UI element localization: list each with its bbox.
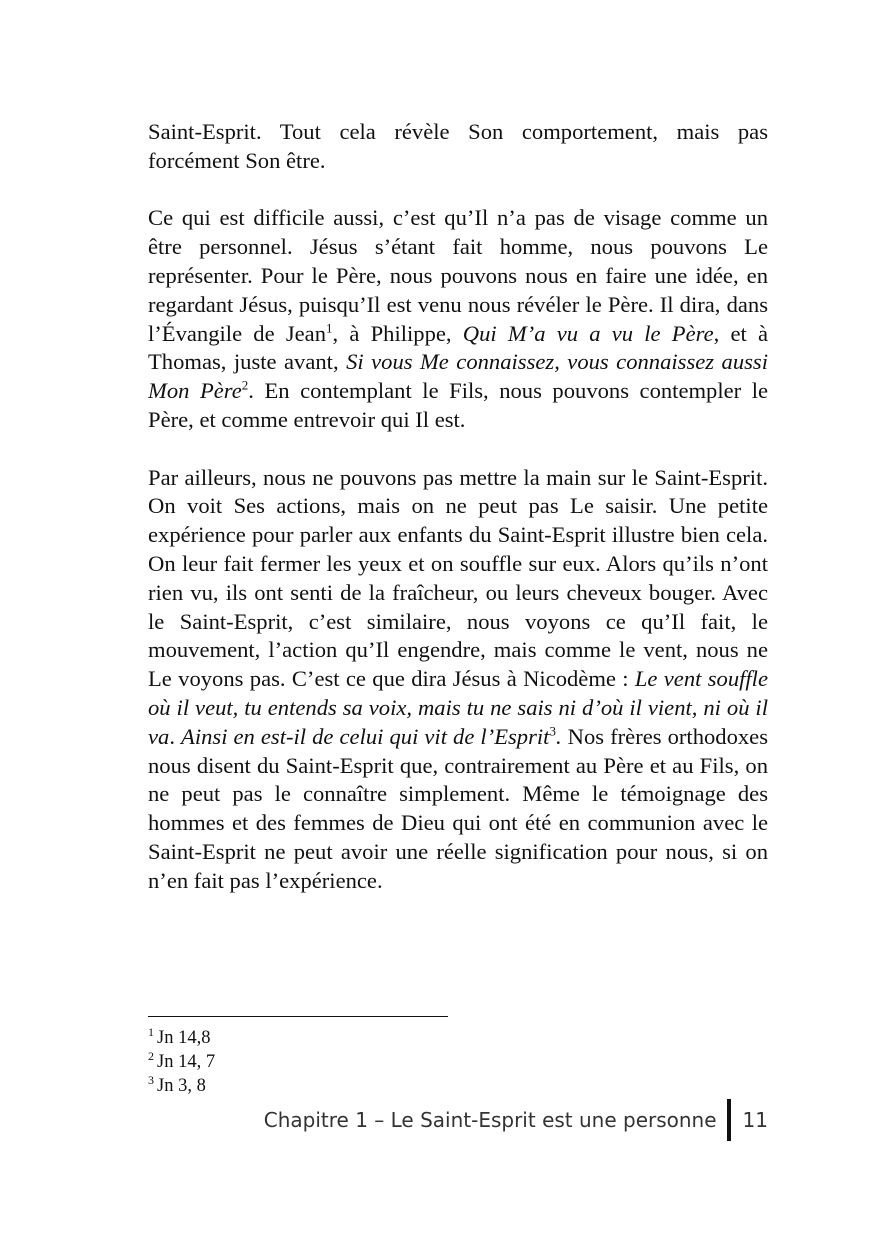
text-run: . <box>169 723 182 749</box>
footnote-2 <box>148 1050 448 1074</box>
footnotes <box>148 1026 448 1099</box>
body-text <box>148 118 768 924</box>
footnote-text: Jn 14,8 <box>157 1028 211 1048</box>
footnote-number: 1 <box>148 1024 154 1039</box>
page-number: 11 <box>742 1108 768 1132</box>
footnote-text: Jn 3, 8 <box>157 1076 206 1097</box>
footnote-3 <box>148 1074 448 1098</box>
footnote-text: Jn 14, 7 <box>157 1052 216 1073</box>
chapter-title: Chapitre 1 – Le Saint-Esprit est une personne <box>263 1108 717 1132</box>
footnote-reference: 2 <box>241 377 249 393</box>
text-run: Par ailleurs, nous ne pouvons pas mettre la main sur le Saint-Esprit. On voit Ses actions, mais on ne peut pas Le saisir. Une petite expérience pour parler aux enfants du Saint-Esprit illustre bien cela. On leur fait fermer les yeux et on souffle sur eux. Alors qu’ils n’ont rien vu, ils ont senti de la fraîcheur, ou leurs cheveux bouger. Avec le Saint-Esprit, c’est similaire, nous voyons ce qu’Il fait, le mouvement, l’action qu’Il engendre, mais comme le vent, nous ne Le voyons pas. C’est ce que dira Jésus à Nicodème : <box>148 464 768 692</box>
italic-quote: Le vent souffle où il veut, tu entends sa voix, mais tu ne sais ni d’où il vient, ni où il va <box>148 666 768 749</box>
paragraph <box>148 464 768 896</box>
text-run: . En contemplant le Fils, nous pouvons contempler le Père, et comme entrevoir qui Il est. <box>148 378 769 432</box>
italic-quote: Ainsi en est-il de celui qui vit de l’Esprit <box>181 723 550 749</box>
footnote-reference: 1 <box>326 320 333 336</box>
footnote-1 <box>148 1026 448 1050</box>
footnote-reference: 3 <box>549 723 556 739</box>
footnote-number: 3 <box>148 1073 154 1088</box>
italic-quote: Qui M’a vu a vu le Père <box>462 320 714 346</box>
paragraph <box>148 204 768 434</box>
text-run: , à Philippe, <box>332 320 463 346</box>
italic-quote: . <box>555 723 562 749</box>
footnote-number: 2 <box>148 1049 154 1064</box>
paragraph <box>148 118 768 176</box>
italic-quote: Si vous Me connaissez, vous connaissez aussi Mon Père <box>148 349 768 404</box>
text-run: Nos frères orthodoxes nous disent du Saint-Esprit que, contrairement au Père et au Fils, on ne peut pas le connaître simplement. Même le témoignage des hommes et des femmes de Dieu qui ont été en communion avec le Saint-Esprit ne peut avoir une réelle signification pour nous, si on n’en fait pas l’expérience. <box>148 723 768 893</box>
footer-divider <box>727 1099 731 1141</box>
text-run: Saint-Esprit. Tout cela révèle Son comportement, mais pas forcément Son être. <box>148 119 768 173</box>
footnote-separator <box>148 1016 448 1017</box>
running-footer <box>264 1100 768 1140</box>
text-run: , et à Thomas, juste avant, <box>148 320 769 375</box>
text-run: Ce qui est difficile aussi, c’est qu’Il n’a pas de visage comme un être personnel. Jésus s’étant fait homme, nous pouvons Le représenter. Pour le Père, nous pouvons nous en faire une idée, en regardant Jésus, puisqu’Il est venu nous révéler le Père. Il dira, dans l’Évangile de Jean <box>148 205 768 346</box>
